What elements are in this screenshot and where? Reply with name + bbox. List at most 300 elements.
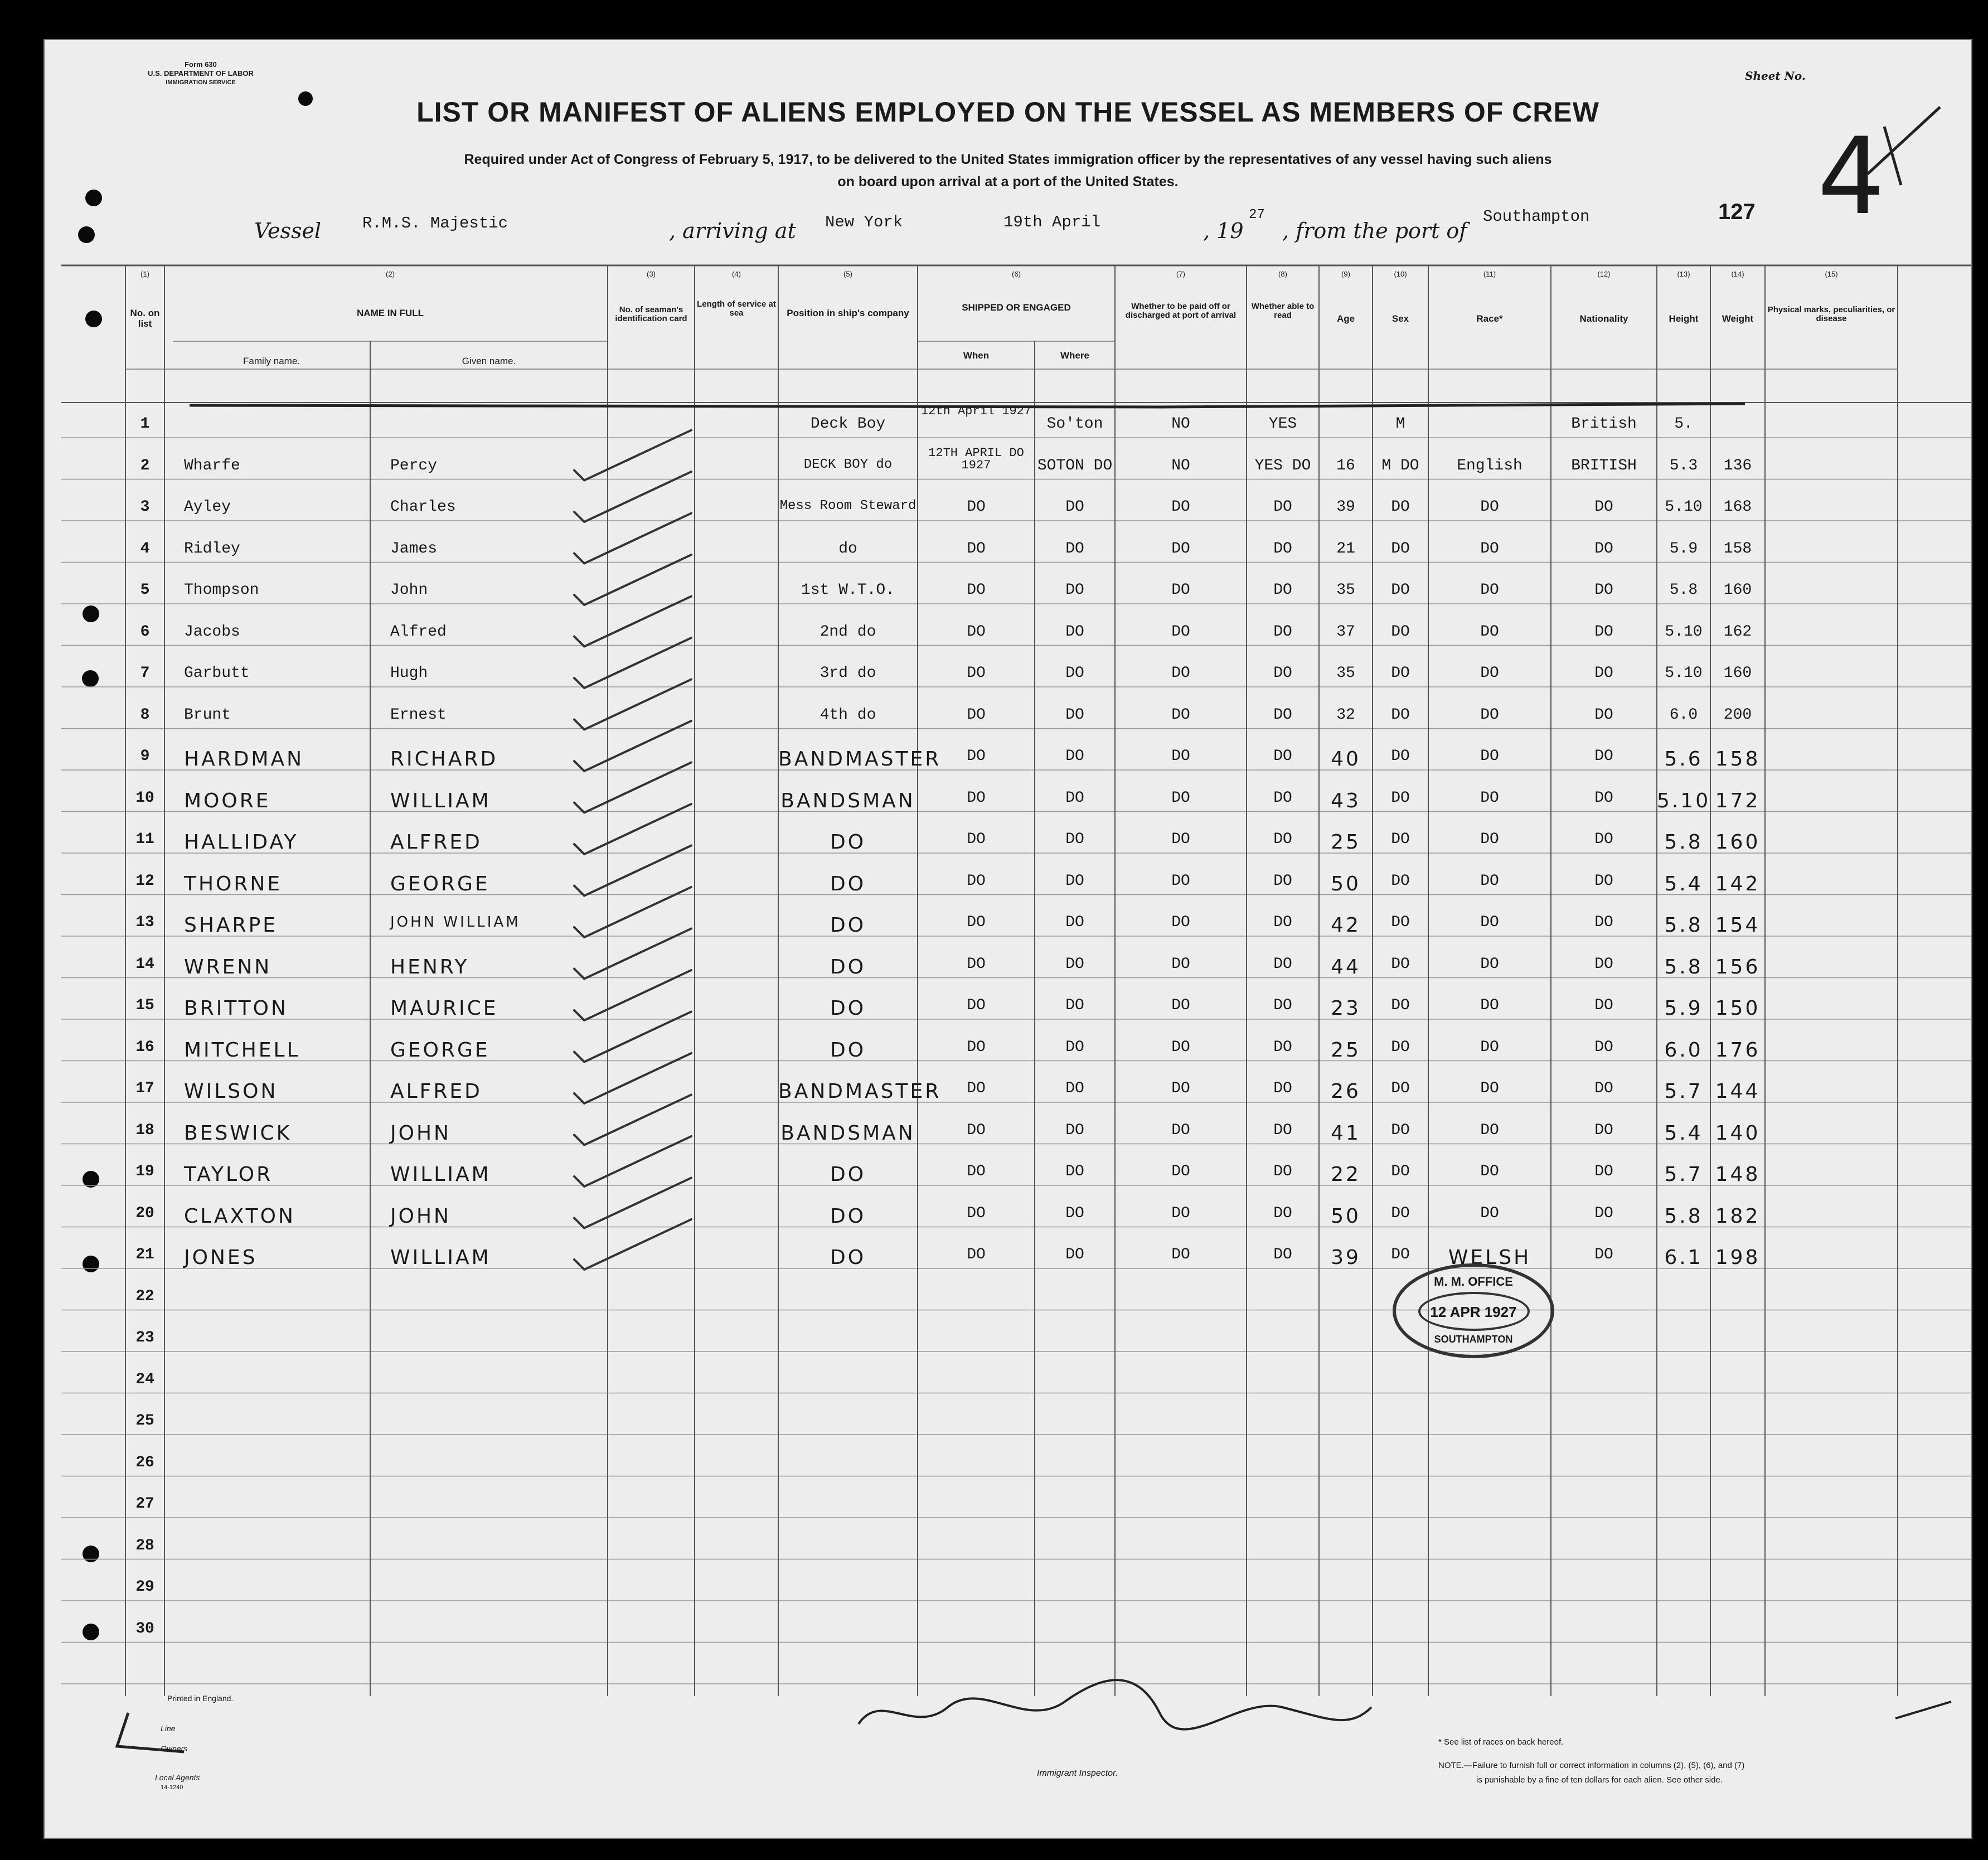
row-number: 9 xyxy=(140,748,150,765)
sex: DO xyxy=(1391,1038,1410,1056)
paid-off-at-arrival: DO xyxy=(1171,623,1190,641)
weight: 154 xyxy=(1715,914,1761,937)
nationality: DO xyxy=(1594,872,1613,890)
column-number: (10) xyxy=(1394,270,1407,278)
list-number: 127 xyxy=(1718,200,1756,224)
race: DO xyxy=(1480,914,1499,931)
paid-off-at-arrival: NO xyxy=(1171,415,1190,433)
row-number: 26 xyxy=(135,1454,154,1471)
height: 6.1 xyxy=(1664,1246,1703,1269)
position-in-company: 2nd do xyxy=(820,623,876,641)
paid-off-at-arrival: DO xyxy=(1171,665,1190,682)
nationality: DO xyxy=(1594,1038,1613,1056)
height: 5.8 xyxy=(1664,1204,1703,1228)
weight: 176 xyxy=(1715,1038,1761,1062)
weight: 160 xyxy=(1723,665,1752,682)
sex: DO xyxy=(1391,706,1410,724)
paid-off-at-arrival: DO xyxy=(1171,748,1190,765)
able-to-read: DO xyxy=(1273,1246,1292,1263)
page-title: LIST OR MANIFEST OF ALIENS EMPLOYED ON THE VESSEL AS MEMBERS OF CREW xyxy=(416,96,1599,128)
column-number: (13) xyxy=(1677,270,1690,278)
position-in-company: BANDSMAN xyxy=(780,789,915,812)
nationality: DO xyxy=(1594,997,1613,1014)
able-to-read: DO xyxy=(1273,540,1292,558)
requirement-text-line2: on board upon arrival at a port of the United States. xyxy=(837,174,1179,190)
age: 44 xyxy=(1331,955,1361,979)
sex: M DO xyxy=(1381,457,1419,474)
able-to-read: DO xyxy=(1273,1080,1292,1097)
height: 5.10 xyxy=(1657,789,1711,812)
height: 5.8 xyxy=(1669,582,1698,599)
shipped-when: DO xyxy=(967,914,986,931)
shipped-where: DO xyxy=(1065,955,1084,973)
nationality: DO xyxy=(1594,665,1613,682)
position-in-company: Deck Boy xyxy=(810,415,886,433)
age: 50 xyxy=(1331,1204,1361,1228)
row-number: 23 xyxy=(135,1329,154,1346)
sex: DO xyxy=(1391,540,1410,558)
arrival-date: 19th April xyxy=(1003,213,1101,231)
paid-off-at-arrival: DO xyxy=(1171,955,1190,973)
paid-off-at-arrival: DO xyxy=(1171,1204,1190,1222)
sex: DO xyxy=(1391,498,1410,516)
able-to-read: DO xyxy=(1273,1121,1292,1139)
position-in-company: BANDSMAN xyxy=(780,1121,915,1145)
sex: M xyxy=(1395,415,1405,433)
shipped-where: DO xyxy=(1065,623,1084,641)
inspector-label: Immigrant Inspector. xyxy=(1037,1769,1118,1778)
able-to-read: DO xyxy=(1273,748,1292,765)
row-number: 30 xyxy=(135,1620,154,1638)
row-number: 5 xyxy=(140,582,150,599)
column-number: (5) xyxy=(843,270,852,278)
able-to-read: DO xyxy=(1273,498,1292,516)
row-number: 20 xyxy=(135,1204,154,1222)
nationality: DO xyxy=(1594,623,1613,641)
departure-port: Southampton xyxy=(1483,207,1590,226)
weight: 200 xyxy=(1723,706,1752,724)
age: 42 xyxy=(1331,914,1361,937)
shipped-when: DO xyxy=(967,1121,986,1139)
sex: DO xyxy=(1391,997,1410,1014)
height: 5.6 xyxy=(1664,748,1703,771)
family-name: THORNE xyxy=(184,872,283,895)
shipped-when: 12th April 1927 xyxy=(920,404,1032,418)
header-id-card: No. of seaman's identification card xyxy=(615,305,687,323)
race: WELSH xyxy=(1448,1246,1531,1269)
column-number: (14) xyxy=(1731,270,1744,278)
header-when: When xyxy=(963,350,990,361)
column-number: (1) xyxy=(140,270,149,278)
age: 50 xyxy=(1331,872,1361,895)
age: 41 xyxy=(1331,1121,1361,1145)
family-name: CLAXTON xyxy=(184,1204,295,1228)
shipped-when: DO xyxy=(967,665,986,682)
family-name: WRENN xyxy=(184,955,272,979)
shipped-where: DO xyxy=(1065,872,1084,890)
shipped-when: DO xyxy=(967,582,986,599)
given-name: MAURICE xyxy=(390,997,498,1020)
header-weight: Weight xyxy=(1722,313,1754,324)
sex: DO xyxy=(1391,789,1410,807)
weight: 156 xyxy=(1715,955,1761,979)
given-name: James xyxy=(390,540,438,558)
header-able-read: Whether able to read xyxy=(1251,302,1315,320)
able-to-read: DO xyxy=(1273,914,1292,931)
age: 21 xyxy=(1336,540,1355,558)
shipped-where: DO xyxy=(1065,1204,1084,1222)
given-name: John xyxy=(390,582,428,599)
given-name: Charles xyxy=(390,498,456,516)
weight: 158 xyxy=(1723,540,1752,558)
column-number: (4) xyxy=(732,270,741,278)
family-name: SHARPE xyxy=(184,914,278,937)
race: DO xyxy=(1480,665,1499,682)
sex: DO xyxy=(1391,1121,1410,1139)
row-number: 11 xyxy=(135,831,154,848)
shipped-where: DO xyxy=(1065,1080,1084,1097)
sex: DO xyxy=(1391,955,1410,973)
given-name: WILLIAM xyxy=(390,1163,491,1186)
pencil-mark xyxy=(1895,1702,1951,1718)
height: 6.0 xyxy=(1664,1038,1703,1062)
nationality: DO xyxy=(1594,706,1613,724)
family-name: MOORE xyxy=(184,789,271,812)
shipped-when: DO xyxy=(967,706,986,724)
height: 5.10 xyxy=(1665,498,1703,516)
department-name: U.S. DEPARTMENT OF LABOR xyxy=(148,69,254,78)
office-stamp xyxy=(1393,1263,1554,1358)
height: 6.0 xyxy=(1669,706,1698,724)
given-name: HENRY xyxy=(390,955,469,979)
header-family-name: Family name. xyxy=(243,356,300,366)
given-name: Percy xyxy=(390,457,438,474)
shipped-where: DO xyxy=(1065,665,1084,682)
weight: 168 xyxy=(1723,498,1752,516)
column-number: (3) xyxy=(647,270,656,278)
column-number: (6) xyxy=(1012,270,1021,278)
row-number: 14 xyxy=(135,955,154,973)
able-to-read: DO xyxy=(1273,582,1292,599)
shipped-when: DO xyxy=(967,498,986,516)
age: 35 xyxy=(1336,582,1355,599)
age: 16 xyxy=(1336,457,1355,474)
weight: 144 xyxy=(1715,1080,1761,1103)
shipped-where: DO xyxy=(1065,914,1084,931)
age: 39 xyxy=(1331,1246,1361,1269)
shipped-where: DO xyxy=(1065,748,1084,765)
nationality: DO xyxy=(1594,955,1613,973)
row-number: 7 xyxy=(140,665,150,682)
service-name: IMMIGRATION SERVICE xyxy=(166,79,236,86)
position-in-company: BANDMASTER xyxy=(778,748,942,771)
shipped-where: DO xyxy=(1065,1038,1084,1056)
row-number: 16 xyxy=(135,1038,154,1056)
family-name: Jacobs xyxy=(184,623,240,641)
given-name: JOHN xyxy=(390,1121,451,1145)
row-number: 25 xyxy=(135,1412,154,1430)
header-paid-off: Whether to be paid off or discharged at port of arrival xyxy=(1125,302,1237,320)
able-to-read: DO xyxy=(1273,623,1292,641)
penalty-note-line1: NOTE.—Failure to furnish full or correct information in columns (2), (5), (6), and (7) xyxy=(1438,1761,1745,1770)
given-name: Alfred xyxy=(390,623,447,641)
printed-in: Printed in England. xyxy=(167,1694,234,1703)
header-sex: Sex xyxy=(1391,313,1409,324)
family-name: Ridley xyxy=(184,540,240,558)
stamp-date: 12 APR 1927 xyxy=(1430,1304,1517,1320)
nationality: DO xyxy=(1594,540,1613,558)
position-in-company: BANDMASTER xyxy=(778,1080,942,1103)
nationality: DO xyxy=(1594,831,1613,848)
nationality: DO xyxy=(1594,914,1613,931)
shipped-when: DO xyxy=(967,540,986,558)
column-number: (7) xyxy=(1176,270,1185,278)
race: DO xyxy=(1480,498,1499,516)
weight: 198 xyxy=(1715,1246,1761,1269)
height: 5.8 xyxy=(1664,955,1703,979)
shipped-when: DO xyxy=(967,831,986,848)
vessel-name: R.M.S. Majestic xyxy=(362,214,508,232)
sex: DO xyxy=(1391,914,1410,931)
nationality: DO xyxy=(1594,1121,1613,1139)
family-name: BRITTON xyxy=(184,997,288,1020)
shipped-where: DO xyxy=(1065,498,1084,516)
stamp-bottom-text: SOUTHAMPTON xyxy=(1434,1334,1513,1345)
row-number: 21 xyxy=(135,1246,154,1263)
able-to-read: DO xyxy=(1273,1204,1292,1222)
sex: DO xyxy=(1391,748,1410,765)
age: 32 xyxy=(1336,706,1355,724)
row-number: 18 xyxy=(135,1121,154,1139)
race: English xyxy=(1457,457,1522,474)
shipped-when: DO xyxy=(967,1204,986,1222)
age: 43 xyxy=(1331,789,1361,812)
height: 5.8 xyxy=(1664,831,1703,854)
shipped-when: DO xyxy=(967,872,986,890)
row-number: 22 xyxy=(135,1287,154,1305)
weight: 162 xyxy=(1723,623,1752,641)
sex: DO xyxy=(1391,582,1410,599)
given-name: Ernest xyxy=(390,706,447,724)
sex: DO xyxy=(1391,665,1410,682)
sex: DO xyxy=(1391,831,1410,848)
able-to-read: DO xyxy=(1273,665,1292,682)
shipped-where: DO xyxy=(1065,582,1084,599)
shipped-where: DO xyxy=(1065,789,1084,807)
requirement-text-line1: Required under Act of Congress of February 5, 1917, to be delivered to the United States immigration officer by the representatives of any vessel having such aliens xyxy=(464,152,1552,167)
weight: 160 xyxy=(1723,582,1752,599)
row-number: 17 xyxy=(135,1080,154,1097)
sex: DO xyxy=(1391,872,1410,890)
height: 5.4 xyxy=(1664,1121,1703,1145)
header-position: Position in ship's company xyxy=(787,308,909,318)
nationality: DO xyxy=(1594,1204,1613,1222)
able-to-read: YES xyxy=(1268,415,1297,433)
header-height: Height xyxy=(1669,313,1699,324)
paid-off-at-arrival: DO xyxy=(1171,540,1190,558)
given-name: RICHARD xyxy=(390,748,498,771)
row-number: 8 xyxy=(140,706,150,724)
row-number: 4 xyxy=(140,540,150,558)
nationality: DO xyxy=(1594,1246,1613,1263)
given-name: GEORGE xyxy=(390,872,490,895)
paid-off-at-arrival: DO xyxy=(1171,831,1190,848)
sex: DO xyxy=(1391,1204,1410,1222)
given-name: WILLIAM xyxy=(390,1246,491,1269)
shipped-where: DO xyxy=(1065,1121,1084,1139)
column-number: (8) xyxy=(1278,270,1287,278)
position-in-company: DECK BOY do xyxy=(803,457,893,472)
position-in-company: DO xyxy=(830,1246,866,1269)
weight: 148 xyxy=(1715,1163,1761,1186)
nationality: DO xyxy=(1594,748,1613,765)
weight: 172 xyxy=(1715,789,1761,812)
shipped-when: DO xyxy=(967,789,986,807)
shipped-when: DO xyxy=(967,623,986,641)
header-name-in-full: NAME IN FULL xyxy=(357,308,424,318)
sheet-no-handwritten: 4 xyxy=(1817,115,1885,238)
given-name: ALFRED xyxy=(390,831,482,854)
paid-off-at-arrival: DO xyxy=(1171,872,1190,890)
paid-off-at-arrival: DO xyxy=(1171,498,1190,516)
height: 5.10 xyxy=(1665,665,1703,682)
family-name: JONES xyxy=(184,1246,258,1269)
header-where: Where xyxy=(1060,350,1089,361)
header-no-on-list: No. on list xyxy=(130,308,160,329)
family-name: HARDMAN xyxy=(184,748,304,771)
vessel-label: Vessel xyxy=(254,219,322,243)
shipped-where: SOTON DO xyxy=(1037,457,1113,474)
column-number: (9) xyxy=(1341,270,1350,278)
given-name: Hugh xyxy=(390,665,428,682)
row-number: 12 xyxy=(135,872,154,890)
race: DO xyxy=(1480,872,1499,890)
nationality: DO xyxy=(1594,498,1613,516)
position-in-company: DO xyxy=(830,831,866,854)
race: DO xyxy=(1480,1163,1499,1180)
row-number: 2 xyxy=(140,457,150,474)
position-in-company: DO xyxy=(830,872,866,895)
header-physical-marks: Physical marks, peculiarities, or disease xyxy=(1767,305,1895,323)
shipped-when: DO xyxy=(967,1246,986,1263)
able-to-read: DO xyxy=(1273,872,1292,890)
arrival-port: New York xyxy=(825,213,903,231)
shipped-when: DO xyxy=(967,955,986,973)
row-number: 24 xyxy=(135,1370,154,1388)
arrival-year: 27 xyxy=(1249,207,1265,222)
sheet-no-label: Sheet No. xyxy=(1745,69,1806,83)
given-name: JOHN WILLIAM xyxy=(390,914,521,931)
race: DO xyxy=(1480,748,1499,765)
header-nationality: Nationality xyxy=(1579,313,1628,324)
family-name: HALLIDAY xyxy=(184,831,299,854)
family-name: Garbutt xyxy=(184,665,250,682)
family-name: Thompson xyxy=(184,582,259,599)
position-in-company: Mess Room Steward xyxy=(779,498,917,514)
footer-owners-label: Owners xyxy=(161,1744,188,1753)
given-name: GEORGE xyxy=(390,1038,490,1062)
form-number: Form 630 xyxy=(185,60,217,69)
shipped-when: DO xyxy=(967,1163,986,1180)
race: DO xyxy=(1480,540,1499,558)
header-age: Age xyxy=(1336,313,1355,324)
race: DO xyxy=(1480,1121,1499,1139)
given-name: ALFRED xyxy=(390,1080,482,1103)
column-number: (2) xyxy=(386,270,395,278)
paid-off-at-arrival: DO xyxy=(1171,1121,1190,1139)
row-number: 27 xyxy=(135,1495,154,1513)
penalty-note-line2: is punishable by a fine of ten dollars for each alien. See other side. xyxy=(1476,1775,1723,1785)
position-in-company: DO xyxy=(830,1038,866,1062)
age: 37 xyxy=(1336,623,1355,641)
paid-off-at-arrival: DO xyxy=(1171,1246,1190,1263)
family-name: WILSON xyxy=(184,1080,278,1103)
year-prefix: , 19 xyxy=(1203,219,1244,243)
nationality: DO xyxy=(1594,582,1613,599)
row-number: 19 xyxy=(135,1163,154,1180)
able-to-read: DO xyxy=(1273,1163,1292,1180)
row-number: 13 xyxy=(135,914,154,931)
sex: DO xyxy=(1391,1080,1410,1097)
shipped-when: DO xyxy=(967,1080,986,1097)
height: 5.3 xyxy=(1669,457,1698,474)
shipped-where: DO xyxy=(1065,1163,1084,1180)
position-in-company: DO xyxy=(830,997,866,1020)
row-number: 10 xyxy=(135,789,154,807)
paid-off-at-arrival: DO xyxy=(1171,1038,1190,1056)
age: 39 xyxy=(1336,498,1355,516)
column-number: (12) xyxy=(1597,270,1611,278)
height: 5. xyxy=(1674,415,1693,433)
column-number: (11) xyxy=(1483,270,1496,278)
able-to-read: DO xyxy=(1273,789,1292,807)
shipped-when: DO xyxy=(967,1038,986,1056)
able-to-read: DO xyxy=(1273,706,1292,724)
height: 5.10 xyxy=(1665,623,1703,641)
nationality: British xyxy=(1571,415,1637,433)
age: 26 xyxy=(1331,1080,1361,1103)
race: DO xyxy=(1480,1080,1499,1097)
race: DO xyxy=(1480,1204,1499,1222)
header-length-service: Length of service at sea xyxy=(697,299,776,318)
position-in-company: DO xyxy=(830,955,866,979)
height: 5.8 xyxy=(1664,914,1703,937)
height: 5.7 xyxy=(1664,1080,1703,1103)
age: 22 xyxy=(1331,1163,1361,1186)
age: 40 xyxy=(1331,748,1361,771)
pencil-mark xyxy=(1868,107,1940,185)
manifest-sheet xyxy=(43,39,1972,1839)
able-to-read: DO xyxy=(1273,997,1292,1014)
sex: DO xyxy=(1391,1246,1410,1263)
paid-off-at-arrival: DO xyxy=(1171,789,1190,807)
paid-off-at-arrival: NO xyxy=(1171,457,1190,474)
column-number: (15) xyxy=(1825,270,1838,278)
nationality: DO xyxy=(1594,1080,1613,1097)
able-to-read: DO xyxy=(1273,1038,1292,1056)
sex: DO xyxy=(1391,1163,1410,1180)
family-name: Brunt xyxy=(184,706,231,724)
weight: 158 xyxy=(1715,748,1761,771)
position-in-company: 1st W.T.O. xyxy=(801,582,895,599)
shipped-where: DO xyxy=(1065,831,1084,848)
race: DO xyxy=(1480,831,1499,848)
weight: 142 xyxy=(1715,872,1761,895)
race-note: * See list of races on back hereof. xyxy=(1438,1737,1564,1747)
nationality: DO xyxy=(1594,789,1613,807)
age: 25 xyxy=(1331,831,1361,854)
paid-off-at-arrival: DO xyxy=(1171,1163,1190,1180)
